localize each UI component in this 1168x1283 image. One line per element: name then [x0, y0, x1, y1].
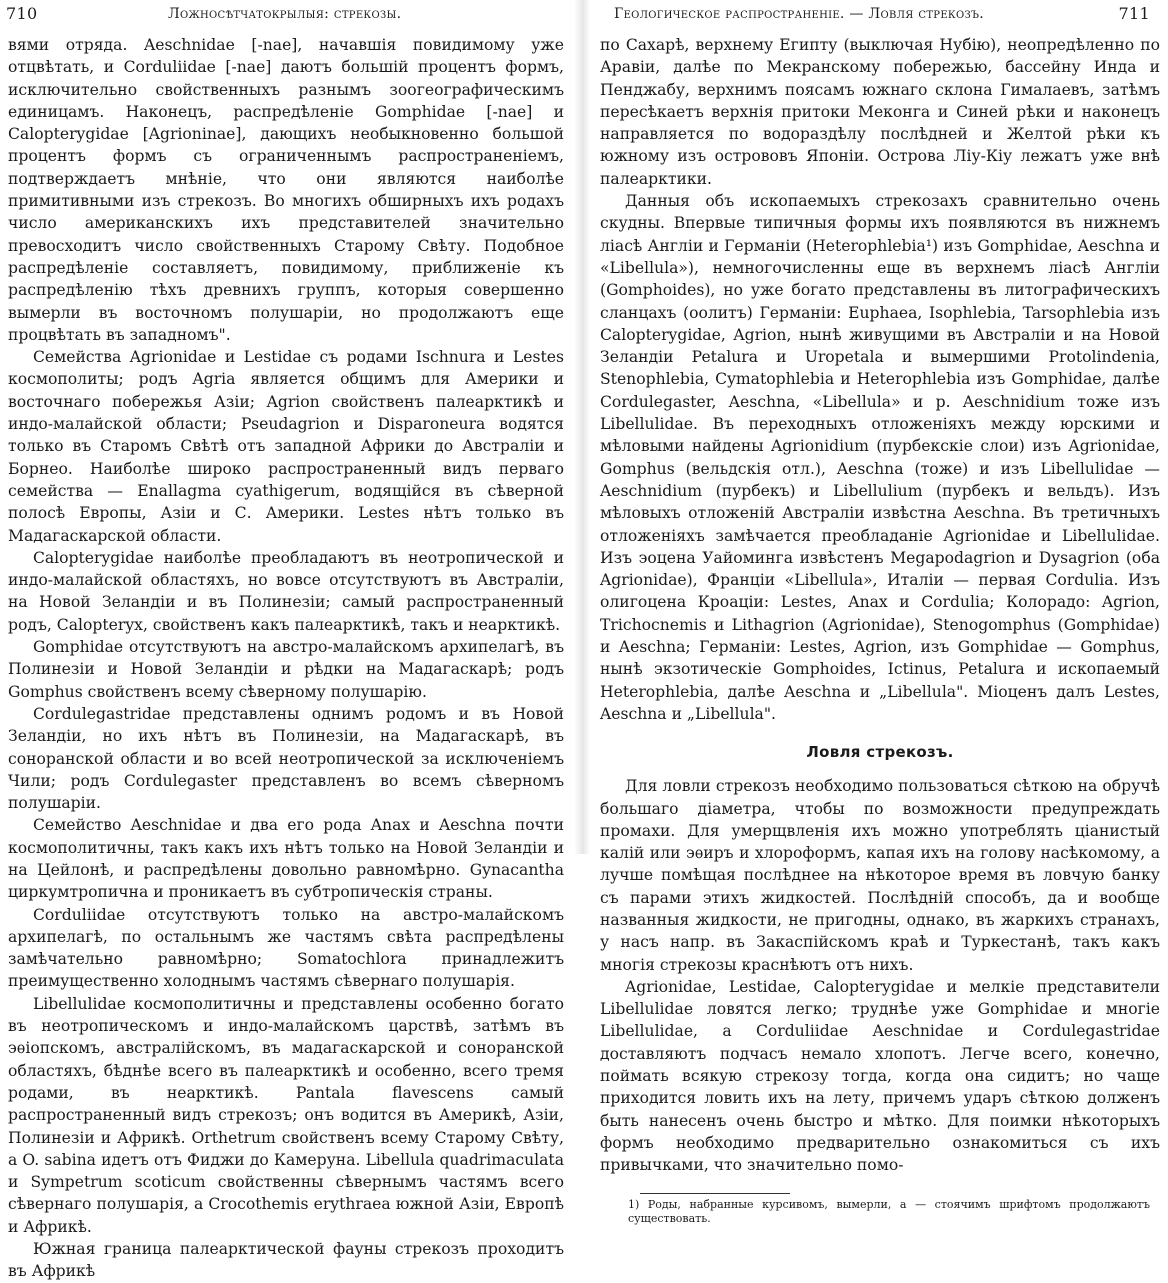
page-number: 710	[6, 4, 38, 23]
right-page-header	[592, 0, 1168, 26]
left-page	[0, 0, 572, 1281]
section-title: Ловля стрекозъ.	[806, 743, 954, 762]
paragraph: Corduliidae отсутствуютъ только на австро-малайскомъ архипелагѣ, по остальнымъ же частямъ свѣта распредѣлены замѣчательно равномѣрно; Somatochlora принадлежитъ преимущественно холоднымъ частямъ сѣвернаго полушарія.	[8, 905, 564, 991]
left-page-header	[0, 0, 572, 26]
left-text-column	[0, 26, 572, 1283]
footnote: 1) Роды, набранные курсивомъ, вымерли, а — стоячимъ шрифтомъ продолжаютъ существовать.	[628, 1197, 1150, 1225]
paragraph: Для ловли стрекозъ необходимо пользоваться сѣткою на обручѣ большаго діаметра, чтобы по возможности предупреждать промахи. Для умерщвленія ихъ можно употреблять ціанистый калій или эѳиръ и хлороформъ, капая ихъ на голову насѣкомому, а лучше помѣщая послѣднее на нѣкоторое время въ ловчую банку съ парами этихъ жидкостей. Послѣдній способъ, да и вообще названныя жидкости, не пригодны, однако, въ жаркихъ странахъ, у насъ напр. въ Закаспійскомъ краѣ и Туркестанѣ, такъ какъ многія стрекозы краснѣютъ отъ нихъ.	[600, 777, 1160, 974]
paragraph: Данныя объ ископаемыхъ стрекозахъ сравнительно очень скудны. Впервые типичныя формы ихъ появляются въ нижнемъ ліасѣ Англіи и Германіи (Heterophlebia¹) изъ Gomphidae, Aeschna и «Libellula»), немногочисленны еще въ верхнемъ ліасѣ Англіи (Gomphoides), но уже богато представлены въ литографическихъ сланцахъ (оолитъ) Германіи: Euphaea, Isophlebia, Tarsophlebia изъ Calopterygidae, Agrion, нынѣ живущими въ Австраліи и на Новой Зеландіи Petalura и Uropetala и вымершими Protolindenia, Stenophlebia, Cymatophlebia и Heterophlebia изъ Gomphidae, далѣе Cordulegaster, Aeschna, «Libellula» и р. Aeschnidium тоже изъ Libellulidae. Въ переходныхъ отложеніяхъ между юрскими и мѣловыми найдены Agrionidium (пурбекскіе слои) изъ Agrionidae, Gomphus (вельдскія отл.), Aeschna (тоже) и изъ Libellulidae — Aeschnidium (пурбекъ) и Libellulium (пурбекъ и вельдъ). Изъ мѣловыхъ отложеній Австраліи извѣстна Aeschna. Въ третичныхъ отложеніяхъ замѣчается преобладаніе Agrionidae и Libellulidae. Изъ эоцена Уайоминга извѣстенъ Megapodagrion и Dysagrion (оба Agrionidae), Франціи «Libellula», Италіи — первая Cordulia. Изъ олигоцена Кроаціи: Lestes, Anax и Cordulia; Колорадо: Agrion, Trichocnemis и Lithagrion (Agrionidae), Stenogomphus (Gomphidae) и Aeschna; Германіи: Lestes, Agrion, изъ Gomphidae — Gomphus, нынѣ экзотическіе Gomphoides, Ictinus, Petalura и ископаемый Heterophlebia, далѣе Aeschna и „Libellula". Міоценъ далъ Lestes, Aeschna и „Libellula".	[600, 192, 1160, 723]
right-text-column	[592, 26, 1168, 1226]
paragraph: вями отряда. Aeschnidae [-nae], начавшія повидимому уже отцвѣтать, и Corduliidae [-nae] даютъ большій процентъ формъ, исключительно свойственныхъ разнымъ зоогеографическимъ единицамъ. Наконецъ, распредѣленіе Gomphidae [-nae] и Calopterygidae [Agrioninae], дающихъ необыкновенно большой процентъ формъ съ ограниченнымъ распространеніемъ, подтверждаетъ мнѣніе, что они являются наиболѣе примитивными изъ стрекозъ. Во многихъ обширныхъ ихъ родахъ число американскихъ ихъ представителей значительно превосходитъ число свойственныхъ Старому Свѣту. Подобное распредѣленіе составляетъ, повидимому, приближеніе къ распредѣленію тѣхъ древнихъ группъ, которыя совершенно вымерли въ восточномъ полушаріи, но продолжаютъ еще процвѣтать въ западномъ".	[8, 36, 564, 344]
running-head: Ложносѣтчатокрылыя: стрекозы.	[168, 6, 402, 22]
paragraph: Agrionidae, Lestidae, Calopterygidae и мелкіе представители Libellulidae ловятся легко; труднѣе уже Gomphidae и многіе Libellulidae, а Corduliidae Aeschnidae и Cordulegastridae доставляютъ подчасъ немало хлопотъ. Легче всего, конечно, поймать всякую стрекозу тогда, когда она сидитъ; но чаще приходится ловить ихъ на лету, причемъ ударъ сѣткою долженъ быть нанесенъ очень быстро и мѣтко. Для поимки нѣкоторыхъ формъ необходимо предварительно ознакомиться съ ихъ привычками, что значительно помо-	[600, 977, 1160, 1175]
right-page	[592, 0, 1168, 1225]
paragraph: Cordulegastridae представлены однимъ родомъ и въ Новой Зеландіи, но ихъ нѣтъ въ Полинезіи, на Мадагаскарѣ, въ сонoранской области и во всей неотропической за исключеніемъ Чили; родъ Cordulegaster представленъ во всемъ сѣверномъ полушаріи.	[8, 704, 564, 813]
paragraph: Семейство Aeschnidae и два его рода Anax и Aeschna почти космополитичны, такъ какъ ихъ нѣтъ только на Новой Зеландіи и на Цейлонѣ, и распредѣлены довольно равномѣрно. Gynacantha циркумтропична и проникаетъ въ субтропическія страны.	[8, 816, 564, 902]
page-number: 711	[1118, 4, 1150, 23]
paragraph: по Сахарѣ, верхнему Египту (выключая Нубію), неопредѣленно по Аравіи, далѣе по Мекранскому побережью, бассейну Инда и Пенджабу, верхнимъ поясамъ южнаго склона Гималаевъ, затѣмъ пересѣкаетъ верхнія притоки Меконга и Синей рѣки и наконецъ направляется по водораздѣлу послѣдней и Желтой рѣки къ южному изъ острововъ Японіи. Острова Ліу-Кіу лежатъ уже внѣ палеарктики.	[600, 36, 1160, 188]
paragraph: Calopterygidae наиболѣе преобладаютъ въ неотропической и индо-малайской областяхъ, но вовсе отсутствуютъ въ Австраліи, на Новой Зеландіи и въ Полинезіи; самый распространенный родъ, Calopteryx, свойственъ какъ палеарктикѣ, такъ и неарктикѣ.	[8, 548, 564, 634]
paragraph: Libellulidae космополитичны и представлены особенно богато въ неотропическомъ и индо-малайскомъ царствѣ, затѣмъ въ эѳіопскомъ, австралійскомъ, въ мадагаскарской и сонoранской областяхъ, бѣднѣе всего въ палеарктикѣ и особенно, всего тремя родами, въ неарктикѣ. Pantala flavescens самый распространенный видъ стрекозъ; онъ водится въ Америкѣ, Азіи, Полинезіи и Африкѣ. Orthetrum свойственъ всему Старому Свѣту, а O. sabina идетъ отъ Фиджи до Камеруна. Libellula quadrimaculata и Sympetrum scoticum свойственны сѣвернымъ частямъ всего сѣвернаго полушарія, а Crocothemis erythraea южной Азіи, Европѣ и Африкѣ.	[8, 994, 564, 1236]
paragraph: Gomphidae отсутствуютъ на австро-малайскомъ архипелагѣ, въ Полинезіи и Новой Зеландіи и рѣдки на Мадагаскарѣ; родъ Gomphus свойственъ всему сѣверному полушарію.	[8, 638, 564, 701]
running-head: Геологическое распространеніе. — Ловля стрекозъ.	[614, 6, 984, 22]
footnote-rule	[640, 1193, 790, 1194]
paragraph: Семейства Agrionidae и Lestidae съ родами Ischnura и Lestes космополиты; родъ Agria является общимъ для Америки и восточнаго побережья Азіи; Agrion свойственъ палеарктикѣ и индо-малайской области; Pseudagrion и Disparoneura водятся только въ Старомъ Свѣтѣ отъ западной Африки до Австраліи и Борнео. Наиболѣе широко распространенный видъ перваго семейства — Enallagma cyathigerum, водящійся въ сѣверной полосѣ Европы, Азіи и С. Америки. Lestes нѣтъ только въ Мадагаскарской области.	[8, 348, 564, 545]
book-gutter	[574, 0, 590, 854]
paragraph: Южная граница палеарктической фауны стрекозъ проходитъ въ Африкѣ	[8, 1240, 564, 1281]
